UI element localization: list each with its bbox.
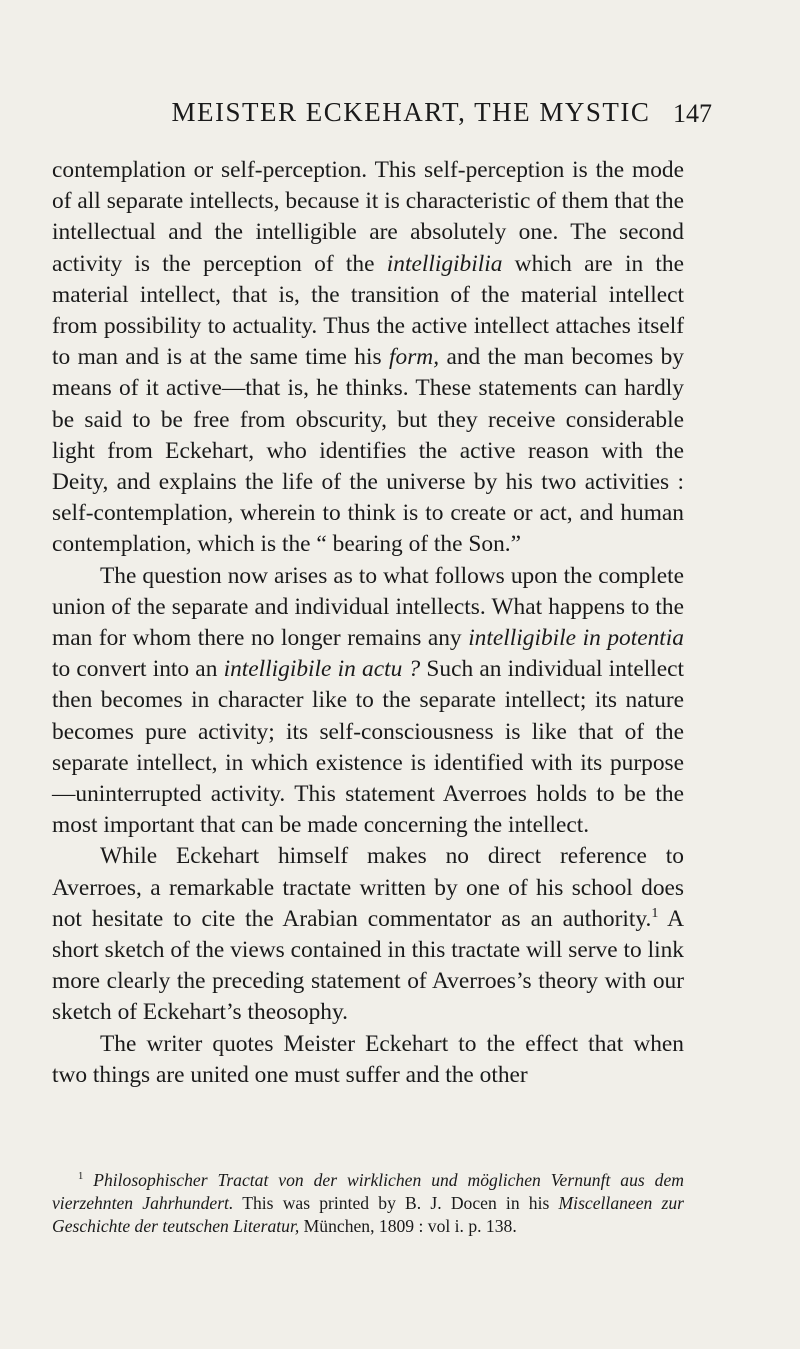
- paragraph: [52, 155, 684, 561]
- text-run: The writer quotes Meister Eckehart to the effect that when two things are united one must suffer and the other: [52, 1030, 684, 1088]
- italic-text: Philosophischer Tractat von der wirklichen und möglichen Vernunft aus dem vierzehnten Jahrhundert.: [52, 1170, 684, 1213]
- text-run: which are in the material intellect, that is, the transition of the material intellect from possibility to actuality. Thus the active intellect attaches itself to man and is at the same time his: [52, 250, 684, 371]
- italic-text: Miscellaneen zur Geschichte der teutschen Literatur,: [52, 1193, 685, 1236]
- italic-text: intelligibile in potentia: [468, 625, 684, 652]
- paragraph: [52, 1029, 684, 1091]
- footnote-marker: 1: [78, 1171, 84, 1183]
- paragraph: [52, 561, 684, 842]
- body-text: [52, 155, 684, 1091]
- footnote: [52, 1169, 684, 1238]
- text-run: Such an individual intellect then becomes in character like to the separate intellect; its nature becomes pure activity; its self-consciousness is like that of the separate intellect, in which existence is identified with its purpose —uninterrupted activity. This statement Averroes holds to be the most important that can be made concerning the intellect.: [52, 656, 685, 839]
- running-title: MEISTER ECKEHART, THE MYSTIC: [171, 97, 651, 127]
- paragraph: [52, 841, 684, 1028]
- text-run: and the man becomes by means of it active—that is, he thinks. These statements can hardly be said to be free from obscurity, but they receive considerable light from Eckehart, who identifies the active reason with the Deity, and explains the life of the universe by his two activities : self-contemplation, wherein to think is to create or act, and human contemplation, which is the “ bearing of the Son.”: [52, 344, 684, 558]
- running-head: [82, 94, 712, 130]
- italic-text: form,: [389, 344, 440, 371]
- italic-text: intelligibile in actu ?: [223, 656, 421, 683]
- text-run: While Eckehart himself makes no direct reference to Averroes, a remarkable tractate written by one of his school does not hesitate to cite the Arabian commentator as an authority.: [52, 843, 684, 932]
- text-run: The question now arises as to what follows upon the complete union of the separate and individual intellects. What happens to the man for whom there no longer remains any: [52, 562, 684, 652]
- text-run: A short sketch of the views contained in this tractate will serve to link more clearly the preceding statement of Averroes’s theory with our sketch of Eckehart’s theosophy.: [52, 905, 684, 1026]
- text-run: This was printed by B. J. Docen in his: [233, 1193, 559, 1213]
- page-number: 147: [673, 99, 712, 128]
- text-run: [83, 1170, 93, 1190]
- footnote-marker: 1: [651, 905, 659, 922]
- text-run: to convert into an: [52, 656, 224, 683]
- text-run: contemplation or self-perception. This self-perception is the mode of all separate intellects, because it is characteristic of them that the intellectual and the intelligible are absolutely one. The second activity is the perception of the: [52, 157, 684, 277]
- text-run: München, 1809 : vol i. p. 138.: [299, 1216, 517, 1236]
- italic-text: intelligibilia: [386, 250, 503, 277]
